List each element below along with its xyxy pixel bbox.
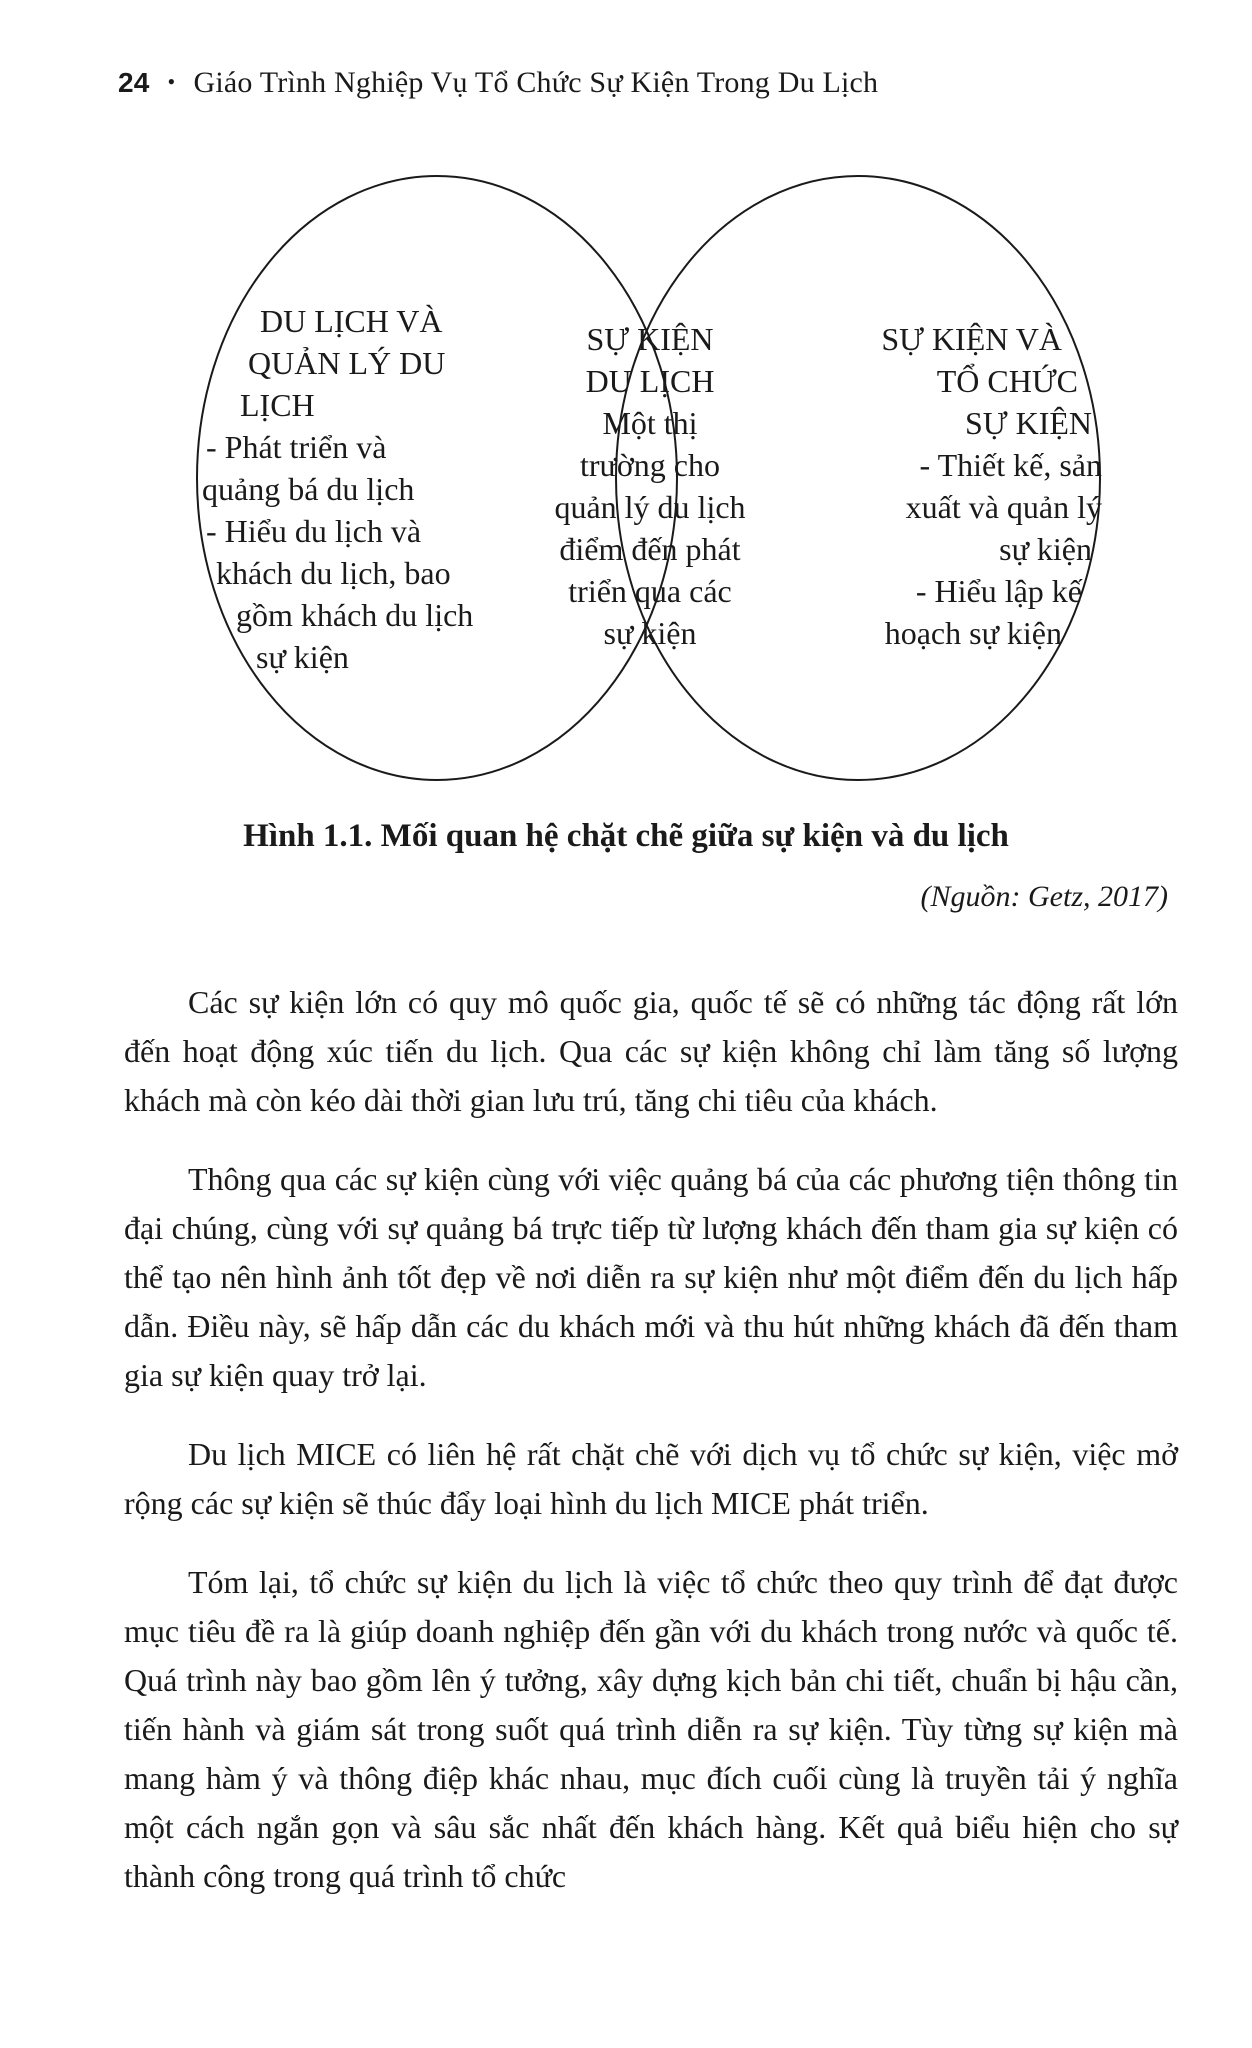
venn-center-line: Một thị: [602, 405, 698, 441]
paragraph: Các sự kiện lớn có quy mô quốc gia, quốc tế sẽ có những tác động rất lớn đến hoạt động xúc tiến du lịch. Qua các sự kiện không chỉ làm tăng số lượng khách mà còn kéo dài thời gian lưu trú, tăng chi tiêu của khách.: [124, 984, 1178, 1118]
venn-center-line: sự kiện: [603, 615, 697, 651]
venn-center-line: triển qua các: [568, 573, 732, 609]
venn-left-line: - Phát triển và: [206, 429, 387, 465]
venn-left-line: LỊCH: [240, 387, 315, 423]
paragraph: Du lịch MICE có liên hệ rất chặt chẽ với dịch vụ tổ chức sự kiện, việc mở rộng các sự kiện sẽ thúc đẩy loại hình du lịch MICE phát triển.: [124, 1436, 1178, 1521]
venn-left-line: sự kiện: [256, 639, 349, 675]
venn-center-line: SỰ KIỆN: [586, 321, 714, 357]
venn-left-line: - Hiểu du lịch và: [206, 513, 422, 549]
venn-right-line: xuất và quản lý: [905, 489, 1102, 525]
venn-center-line: trường cho: [579, 447, 720, 483]
page-number: 24: [118, 67, 150, 98]
venn-left-line: gồm khách du lịch: [236, 597, 474, 633]
book-title: Giáo Trình Nghiệp Vụ Tổ Chức Sự Kiện Trong Du Lịch: [193, 66, 879, 99]
venn-left-line: QUẢN LÝ DU: [248, 345, 446, 381]
venn-right-line: SỰ KIỆN: [964, 405, 1092, 441]
venn-center-line: quản lý du lịch: [554, 489, 746, 525]
venn-right-line: sự kiện: [999, 531, 1092, 567]
venn-left-line: khách du lịch, bao: [216, 555, 451, 591]
venn-left-line: DU LỊCH VÀ: [260, 303, 443, 339]
venn-center-line: DU LỊCH: [585, 363, 715, 399]
venn-right-text: [840, 318, 1102, 654]
venn-left-text: [196, 300, 526, 678]
venn-center-text: [525, 318, 775, 654]
venn-center-line: điểm đến phát: [559, 531, 741, 567]
figure-source: (Nguồn: Getz, 2017): [920, 880, 1168, 913]
venn-right-line: SỰ KIỆN VÀ: [881, 321, 1062, 357]
venn-right-line: hoạch sự kiện: [884, 615, 1062, 651]
venn-right-line: - Hiểu lập kế: [915, 573, 1082, 609]
figure-caption: Hình 1.1. Mối quan hệ chặt chẽ giữa sự kiện và du lịch: [243, 818, 1009, 854]
header-separator: •: [167, 69, 176, 94]
paragraph: Tóm lại, tổ chức sự kiện du lịch là việc tổ chức theo quy trình để đạt được mục tiêu đề ra là giúp doanh nghiệp đến gần với du khách trong nước và quốc tế. Quá trình này bao gồm lên ý tưởng, xây dựng kịch bản chi tiết, chuẩn bị hậu cần, tiến hành và giám sát trong suốt quá trình diễn ra sự kiện. Tùy từng sự kiện mà mang hàm ý và thông điệp khác nhau, mục đích cuối cùng là truyền tải ý nghĩa một cách ngắn gọn và sâu sắc nhất đến khách hàng. Kết quả biểu hiện cho sự thành công trong quá trình tổ chức: [124, 1564, 1178, 1894]
venn-left-line: quảng bá du lịch: [202, 471, 415, 507]
paragraph: Thông qua các sự kiện cùng với việc quảng bá của các phương tiện thông tin đại chúng, cùng với sự quảng bá trực tiếp từ lượng khách đến tham gia sự kiện có thể tạo nên hình ảnh tốt đẹp về nơi diễn ra sự kiện như một điểm đến du lịch hấp dẫn. Điều này, sẽ hấp dẫn các du khách mới và thu hút những khách đã đến tham gia sự kiện quay trở lại.: [124, 1161, 1178, 1393]
venn-right-line: - Thiết kế, sản: [919, 447, 1102, 483]
venn-right-line: TỔ CHỨC: [936, 363, 1078, 399]
body-text: [124, 978, 1178, 1931]
